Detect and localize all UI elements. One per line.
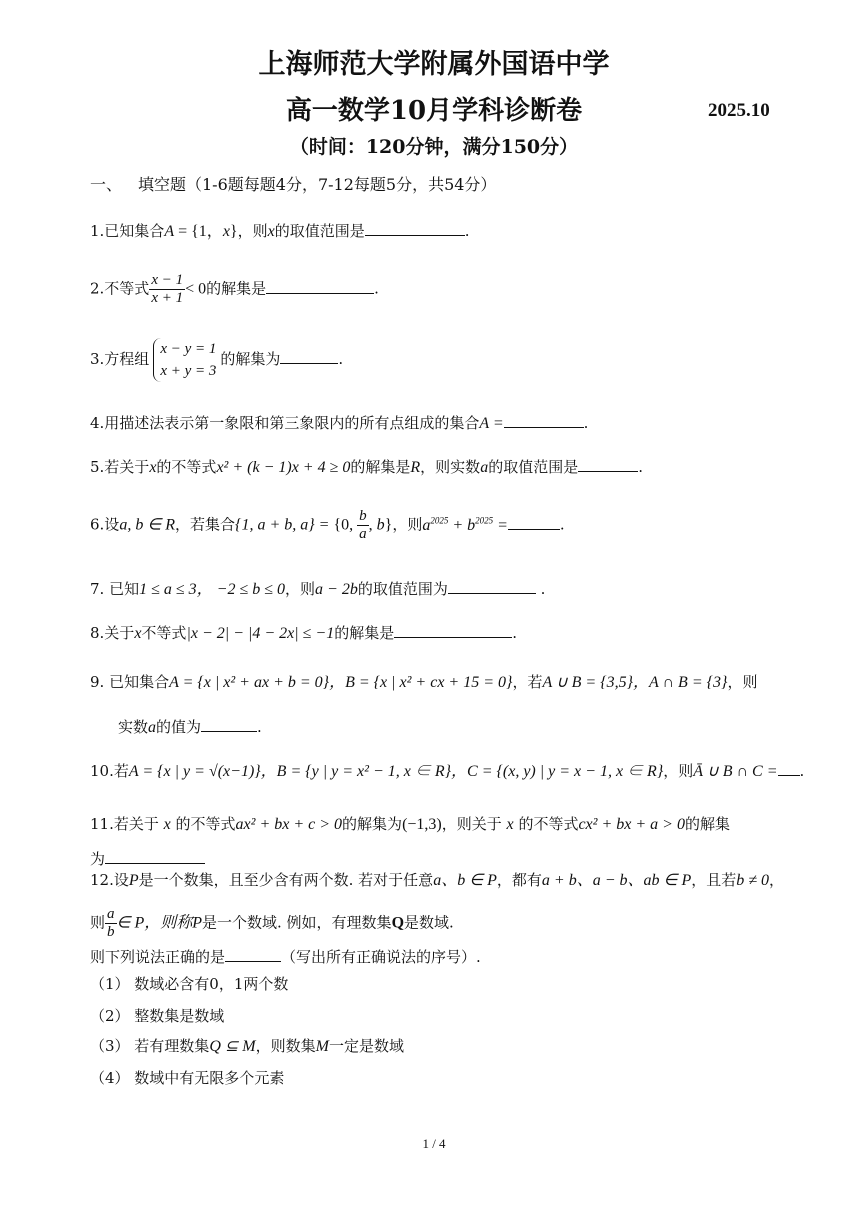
q10-text-d: ，则	[663, 762, 694, 780]
question-4: 4.用描述法表示第一象限和第三象限内的所有点组成的集合A = .	[90, 414, 589, 432]
q7-answer-blank[interactable]	[448, 578, 536, 594]
q4-text-a: 4.用描述法表示第一象限和第三象限内的所有点组成的集合	[90, 414, 480, 432]
section-title: 填空题（1-6题每题4分，7-12每题5分，共54分）	[138, 175, 497, 194]
q11-text-a: 11.若关于	[90, 815, 159, 833]
q6-vars: a, b ∈ R	[119, 516, 176, 534]
q4-set: A =	[479, 415, 504, 432]
exam-title: 高一数学10月学科诊断卷	[285, 96, 583, 126]
q7-expr: a − 2b	[315, 581, 358, 598]
q12-answer-blank[interactable]	[225, 946, 281, 962]
question-10: 10.若A = {x | y = √(x−1)}，B = {y | y = x² − 1, x ∈ R}，C = {(x, y) | y = x − 1, x ∈ R}，则Ā ∪ B ∩ C = .	[90, 762, 805, 780]
q3-answer-blank[interactable]	[280, 348, 338, 364]
q11-text-h: 为	[90, 850, 106, 868]
q1-set: A	[164, 223, 175, 240]
q12-ops: a + b、a − b、ab ∈ P	[541, 872, 692, 889]
q3-text-c: 的解集为	[220, 350, 281, 368]
question-12-line-3	[90, 946, 481, 967]
q5-inequality: x² + (k − 1)x + 4 ≥ 0	[216, 459, 351, 476]
q2-text-c: 的解集是	[206, 279, 267, 298]
q5-text-c: 的解集是	[350, 458, 411, 476]
q12-text-a: 12.设	[90, 871, 129, 889]
q2-ineq: < 0	[185, 280, 207, 298]
q9-set-a: A = {x | x² + ax + b = 0}	[169, 674, 330, 691]
q11-text-b: 的不等式	[175, 815, 236, 833]
q12-option-1: （1） 数域必含有0，1两个数	[90, 975, 289, 993]
q9-text-a: 9. 已知集合	[90, 673, 170, 691]
q5-answer-blank[interactable]	[578, 456, 638, 472]
q12-text-l3b: （写出所有正确说法的序号）.	[281, 948, 481, 966]
q9-text-c: ，若	[512, 673, 543, 691]
q6-text-a: 6.设	[90, 515, 120, 534]
q9-set-b: ，B = {x | x² + cx + 15 = 0}	[329, 674, 513, 691]
q12-o3-text-c: ，则数集	[255, 1037, 316, 1055]
q12-vars: a、b ∈ P	[433, 872, 497, 889]
q11-text-d: ，则关于	[441, 815, 502, 833]
q6-power-expr: $a^{2025} + b^{2025}$ =	[422, 515, 508, 534]
q9-answer-blank[interactable]	[201, 716, 257, 732]
q10-set-c: ，C = {(x, y) | y = x − 1, x ∈ R}	[451, 763, 664, 780]
q12-text-l2c: 是一个数域. 例如，有理数集	[202, 913, 392, 932]
q9-text-f: 的值为	[156, 718, 202, 736]
q10-set-a: A = {x | y = √(x−1)}	[128, 763, 261, 780]
question-1: 1.已知集合A = {1，x}，则x的取值范围是 .	[90, 222, 470, 240]
q9-text-d: ，则	[727, 673, 758, 691]
q11-text-f: 的不等式	[518, 815, 579, 833]
q3-text-a: 3.方程组	[90, 350, 150, 368]
q6-fraction: $\frac{b}{a}$	[359, 508, 367, 542]
q1-answer-blank[interactable]	[365, 220, 465, 236]
q11-interval: (−1,3)	[402, 816, 442, 833]
q3-equation-system: x − y = 1 x + y = 3	[153, 338, 216, 382]
q9-conditions: A ∪ B = {3,5}，A ∩ B = {3}	[542, 674, 728, 691]
q12-text-d: ，都有	[496, 871, 542, 889]
question-11-line-2	[90, 848, 205, 869]
q8-inequality: |x − 2| − |4 − 2x| ≤ −1	[186, 625, 335, 642]
q7-ranges: 1 ≤ a ≤ 3， −2 ≤ b ≤ 0	[139, 581, 286, 598]
q7-text-c: ，则	[285, 580, 316, 598]
q12-text-f: ，且若	[691, 871, 737, 889]
q11-text-c: 的解集为	[342, 815, 403, 833]
q5-text-b: 的不等式	[156, 458, 217, 476]
question-6: 6.设a, b ∈ R，若集合{1, a + b, a} = {0, $\frac{b}{a}$ , b}，则$a^{2025} + b^{2025}$ = .	[90, 508, 565, 542]
q12-o3-text-a: （3） 若有理数集	[90, 1037, 210, 1055]
q12-fraction: $\frac{a}{b}$	[107, 906, 115, 940]
q10-expr: Ā ∪ B ∩ C =	[693, 763, 778, 780]
question-9	[90, 672, 757, 693]
q11-text-g: 的解集	[684, 815, 730, 833]
q10-set-b: ，B = {y | y = x² − 1, x ∈ R}	[260, 763, 452, 780]
q6-set-left: {1, a + b, a} =	[235, 516, 330, 534]
q8-text-c: 的解集是	[334, 624, 395, 642]
q9-text-e: 实数	[118, 718, 149, 736]
question-3: 3.方程组x − y = 1 x + y = 3的解集为 .	[90, 338, 343, 382]
q12-o3-text-e: 一定是数域	[328, 1037, 404, 1055]
q12-option-3	[90, 1036, 404, 1057]
q5-text-d: ，则实数	[420, 458, 481, 476]
q1-text-b: ，则	[237, 222, 268, 240]
exam-date: 2025.10	[708, 100, 770, 121]
q10-text-a: 10.若	[90, 762, 129, 780]
q7-text-e: 的取值范围为	[357, 580, 448, 598]
q6-text-e: ，则	[392, 515, 423, 534]
q1-set-def: = {1，	[174, 223, 223, 240]
q12-option-4: （4） 数域中有无限多个元素	[90, 1069, 285, 1087]
q12-o3-set: M	[315, 1038, 329, 1055]
q4-answer-blank[interactable]	[504, 412, 584, 428]
q12-text-l3a: 则下列说法正确的是	[90, 948, 226, 966]
q6-answer-blank[interactable]	[508, 514, 560, 530]
question-12: 12.设P是一个数集，且至少含有两个数. 若对于任意a、b ∈ P，都有a + b、a − b、ab ∈ P，且若b ≠ 0，	[90, 871, 785, 889]
school-name: 上海师范大学附属外国语中学	[258, 49, 610, 80]
question-2: 2.不等式 $\frac{x - 1}{x + 1}$ < 0的解集是 .	[90, 272, 379, 306]
q12-rationals: Q	[391, 914, 405, 932]
q12-text-l2a: 则	[90, 913, 106, 932]
question-5: 5.若关于x的不等式x² + (k − 1)x + 4 ≥ 0的解集是R，则实数a的取值范围是 .	[90, 458, 643, 476]
q8-answer-blank[interactable]	[394, 622, 512, 638]
q8-text-b: 不等式	[141, 624, 187, 642]
q2-answer-blank[interactable]	[266, 278, 374, 294]
q11-inequality-2: cx² + bx + a > 0	[578, 816, 685, 833]
q10-answer-blank[interactable]	[778, 760, 800, 776]
q12-text-l2e: 是数域.	[404, 913, 454, 932]
q6-text-c: ，若集合	[175, 515, 236, 534]
q11-inequality-1: ax² + bx + c > 0	[235, 816, 343, 833]
exam-meta: （时间：120分钟，满分150分）	[289, 136, 579, 158]
question-8: 8.关于x不等式|x − 2| − |4 − 2x| ≤ −1的解集是 .	[90, 624, 517, 642]
section-heading	[90, 172, 496, 195]
q2-fraction: $\frac{x - 1}{x + 1}$	[151, 272, 184, 306]
section-number: 一、	[90, 175, 123, 194]
question-9-line-2: 实数a的值为 .	[118, 718, 262, 736]
question-11: 11.若关于 x 的不等式ax² + bx + c > 0的解集为(−1,3)，则关于 x 的不等式cx² + bx + a > 0的解集	[90, 815, 730, 833]
q8-text-a: 8.关于	[90, 624, 135, 642]
q5-text-a: 5.若关于	[90, 458, 150, 476]
q1-text-a: 1.已知集合	[90, 222, 165, 240]
question-7: 7. 已知1 ≤ a ≤ 3， −2 ≤ b ≤ 0，则a − 2b的取值范围为 .	[90, 580, 546, 598]
q5-text-e: 的取值范围是	[488, 458, 579, 476]
q12-nonzero: b ≠ 0	[736, 872, 770, 889]
q2-text-a: 2.不等式	[90, 279, 150, 298]
q12-option-2: （2） 整数集是数域	[90, 1007, 225, 1025]
question-12-line-2: 则 $\frac{a}{b}$ ∈ P，则称P是一个数域. 例如，有理数集Q是数域.	[90, 906, 454, 940]
q12-text-b: 是一个数集，且至少含有两个数. 若对于任意	[138, 871, 434, 889]
q12-o3-subset: Q ⊆ M	[209, 1038, 256, 1055]
page-number: 1 / 4	[422, 1136, 446, 1151]
q12-text-l2b: ∈ P，则称	[116, 914, 193, 932]
q7-text-a: 7. 已知	[90, 580, 140, 598]
q1-text-c: 的取值范围是	[274, 222, 365, 240]
q11-answer-blank[interactable]	[105, 848, 205, 864]
